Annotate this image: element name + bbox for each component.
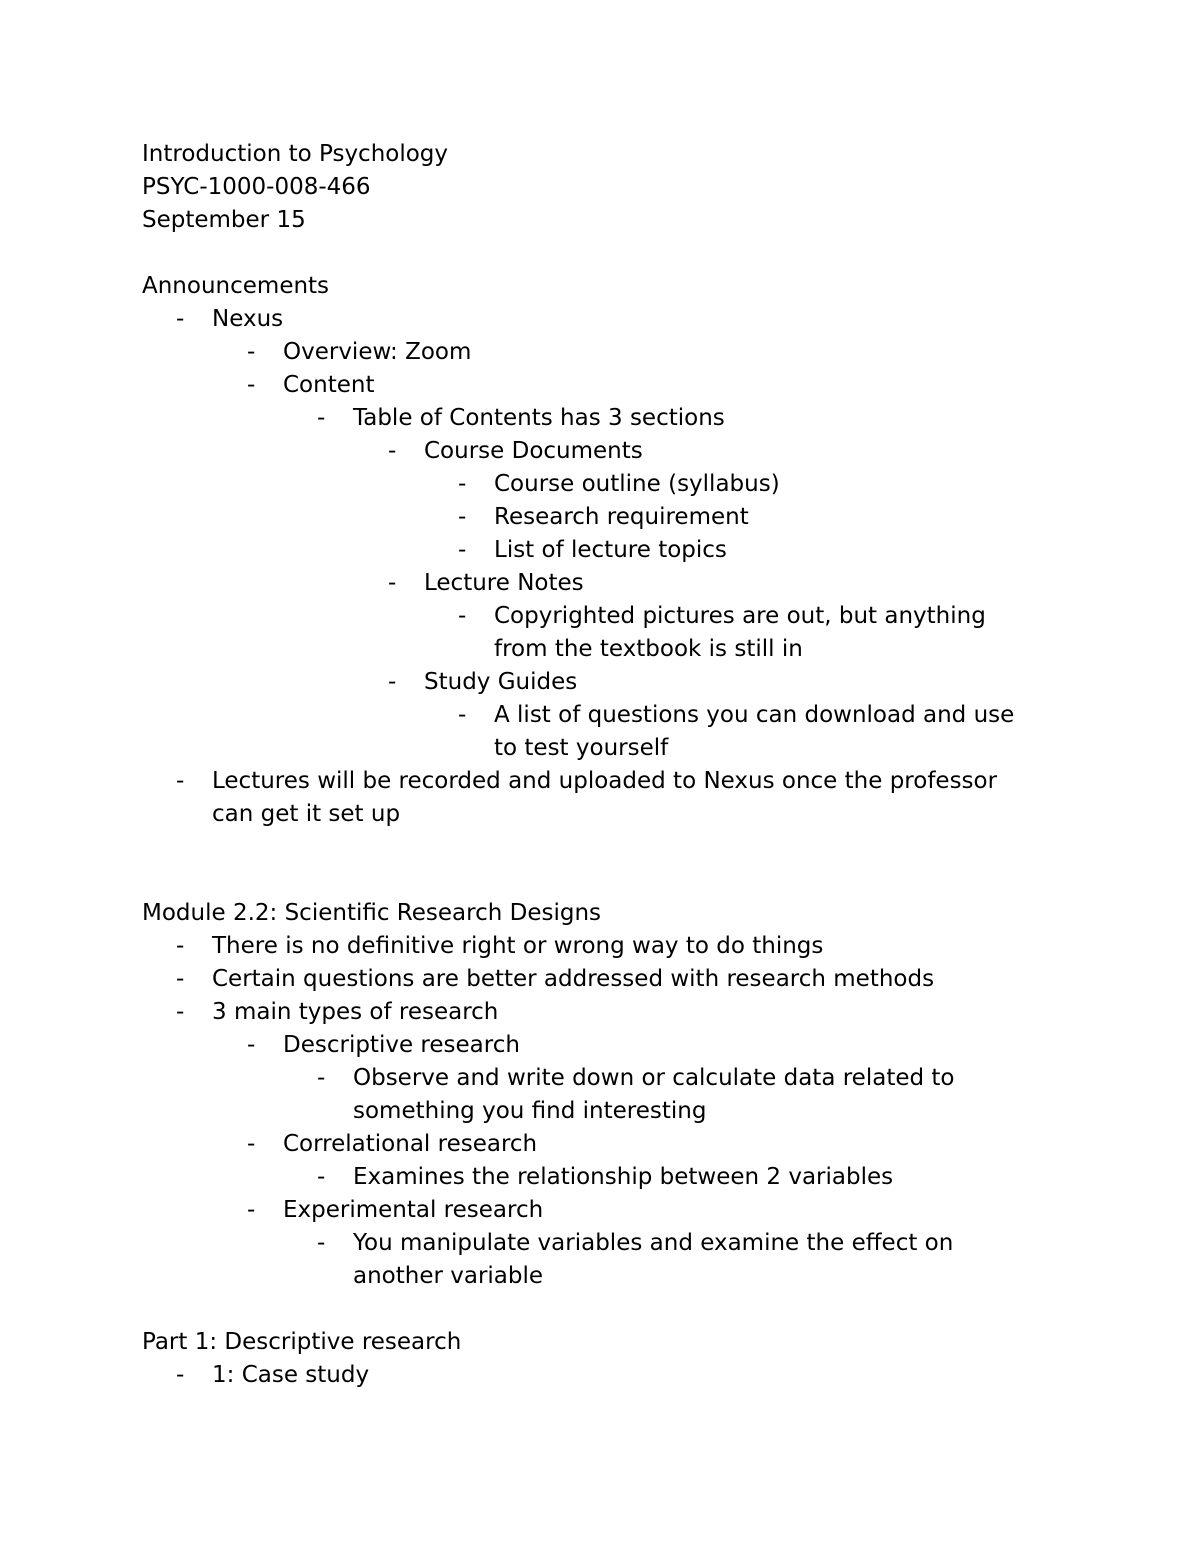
list-item-text: Research requirement	[494, 504, 749, 530]
list-item-text-continued: something you find interesting	[353, 1098, 707, 1124]
list-item	[142, 435, 1062, 468]
list-item	[142, 699, 1062, 765]
bullet-dash: -	[247, 372, 256, 398]
list-item-text: There is no definitive right or wrong way to do things	[212, 933, 824, 959]
document-page	[142, 138, 1062, 1392]
list-item-text: You manipulate variables and examine the effect on	[353, 1230, 954, 1256]
lecture-date: September 15	[142, 207, 306, 233]
bullet-dash: -	[458, 603, 467, 629]
part1-heading: Part 1: Descriptive research	[142, 1329, 462, 1355]
list-item-text: Lecture Notes	[424, 570, 584, 596]
bullet-dash: -	[176, 768, 185, 794]
bullet-dash: -	[247, 1032, 256, 1058]
list-item-text-continued: can get it set up	[212, 801, 401, 827]
bullet-dash: -	[247, 339, 256, 365]
list-item	[142, 1194, 1062, 1227]
course-title: Introduction to Psychology	[142, 141, 449, 167]
list-item	[142, 1359, 1062, 1392]
bullet-dash: -	[317, 1230, 326, 1256]
bullet-dash: -	[458, 702, 467, 728]
course-code: PSYC-1000-008-466	[142, 174, 371, 200]
list-item-text: Table of Contents has 3 sections	[353, 405, 725, 431]
list-item	[142, 1128, 1062, 1161]
bullet-dash: -	[176, 966, 185, 992]
list-item	[142, 468, 1062, 501]
list-item-text: Study Guides	[424, 669, 578, 695]
bullet-dash: -	[176, 999, 185, 1025]
list-item	[142, 501, 1062, 534]
list-item	[142, 1029, 1062, 1062]
bullet-dash: -	[176, 933, 185, 959]
bullet-dash: -	[317, 1065, 326, 1091]
list-item	[142, 996, 1062, 1029]
module-heading: Module 2.2: Scientific Research Designs	[142, 900, 602, 926]
list-item-text-continued: from the textbook is still in	[494, 636, 803, 662]
list-item-text: Correlational research	[283, 1131, 538, 1157]
list-item	[142, 1227, 1062, 1293]
list-item-text: Experimental research	[283, 1197, 544, 1223]
bullet-dash: -	[388, 570, 397, 596]
spacer	[142, 831, 1062, 897]
list-item-text: 1: Case study	[212, 1362, 370, 1388]
list-item-text-continued: another variable	[353, 1263, 544, 1289]
bullet-dash: -	[388, 438, 397, 464]
list-item-text: Overview: Zoom	[283, 339, 472, 365]
list-item	[142, 666, 1062, 699]
list-item-text: Nexus	[212, 306, 284, 332]
bullet-dash: -	[247, 1197, 256, 1223]
list-item-text: Lectures will be recorded and uploaded to Nexus once the professor	[212, 768, 998, 794]
list-item	[142, 567, 1062, 600]
list-item-text: Certain questions are better addressed with research methods	[212, 966, 935, 992]
list-item	[142, 534, 1062, 567]
bullet-dash: -	[317, 1164, 326, 1190]
list-item-text-continued: to test yourself	[494, 735, 669, 761]
list-item-text: Course outline (syllabus)	[494, 471, 780, 497]
bullet-dash: -	[176, 1362, 185, 1388]
list-item-text: Descriptive research	[283, 1032, 520, 1058]
list-item-text: Course Documents	[424, 438, 643, 464]
bullet-dash: -	[176, 306, 185, 332]
spacer	[142, 237, 1062, 270]
spacer	[142, 1293, 1062, 1326]
list-item	[142, 369, 1062, 402]
list-item	[142, 600, 1062, 666]
list-item-text: A list of questions you can download and use	[494, 702, 1015, 728]
bullet-dash: -	[247, 1131, 256, 1157]
list-item	[142, 1062, 1062, 1128]
list-item	[142, 963, 1062, 996]
list-item-text: Observe and write down or calculate data related to	[353, 1065, 955, 1091]
list-item	[142, 402, 1062, 435]
bullet-dash: -	[458, 471, 467, 497]
bullet-dash: -	[388, 669, 397, 695]
list-item-text: 3 main types of research	[212, 999, 499, 1025]
list-item	[142, 1161, 1062, 1194]
bullet-dash: -	[458, 537, 467, 563]
list-item-text: Content	[283, 372, 375, 398]
list-item	[142, 930, 1062, 963]
announcements-heading: Announcements	[142, 273, 330, 299]
list-item-text: Examines the relationship between 2 variables	[353, 1164, 894, 1190]
list-item	[142, 336, 1062, 369]
bullet-dash: -	[317, 405, 326, 431]
list-item-text: Copyrighted pictures are out, but anything	[494, 603, 986, 629]
list-item	[142, 765, 1062, 831]
list-item-text: List of lecture topics	[494, 537, 727, 563]
list-item	[142, 303, 1062, 336]
bullet-dash: -	[458, 504, 467, 530]
